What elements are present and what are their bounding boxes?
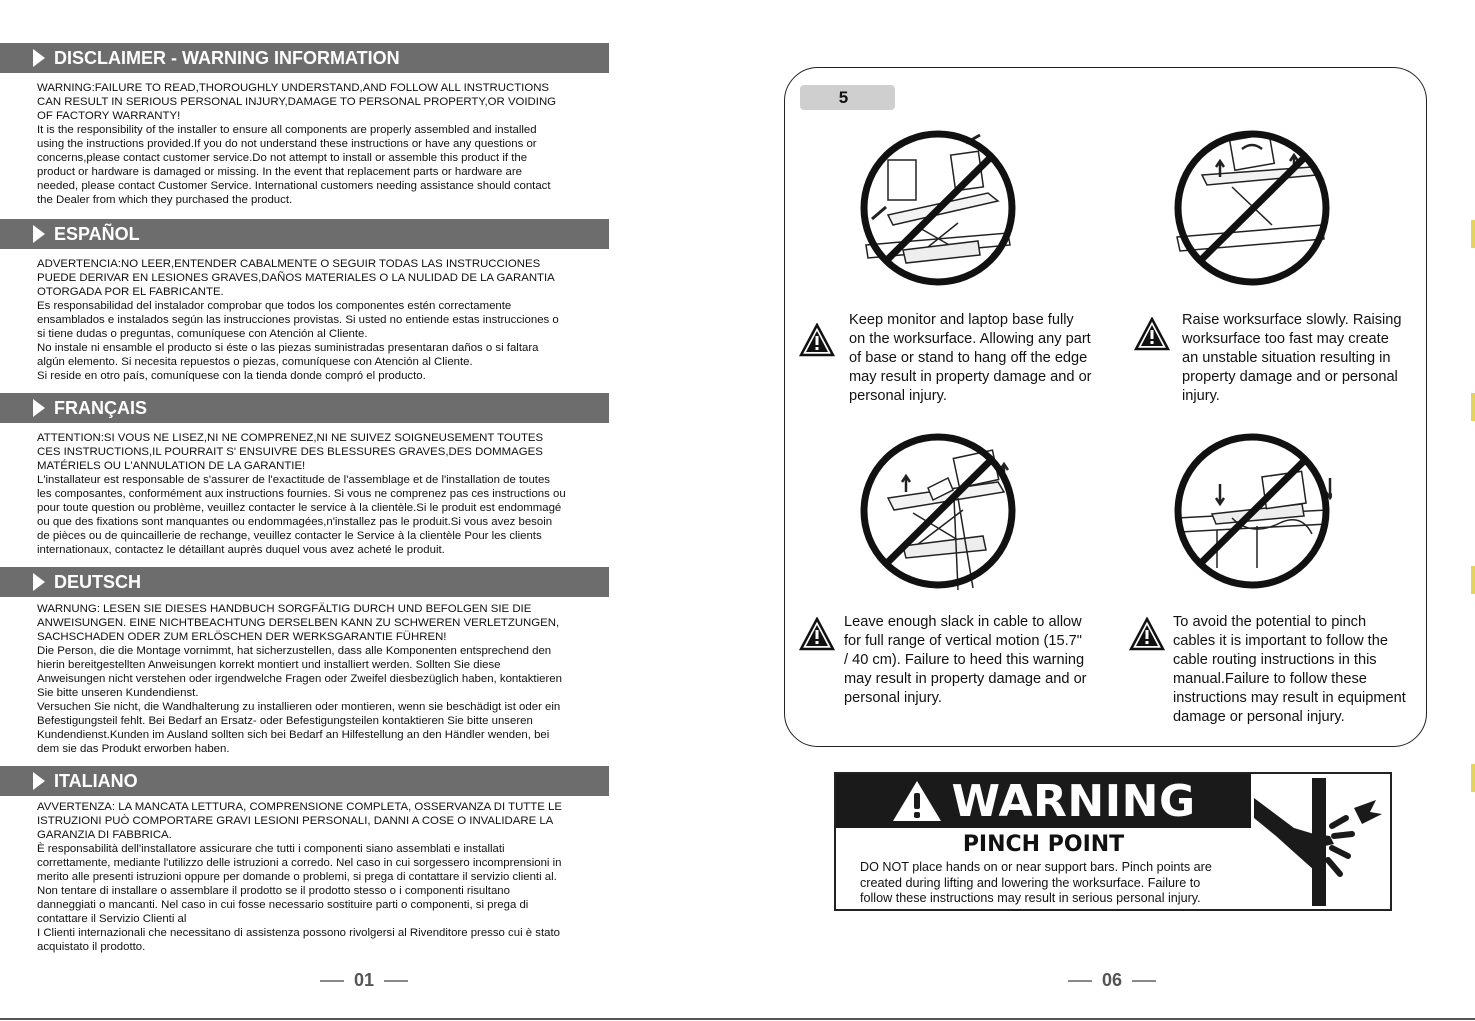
warning-triangle-icon (1134, 317, 1170, 351)
section-text-espanol (37, 257, 609, 383)
triangle-right-icon (33, 49, 45, 67)
section-header-francais (0, 393, 609, 423)
triangle-right-icon (33, 225, 45, 243)
section-text-italiano (37, 800, 609, 954)
section-paragraph: ATTENTION:SI VOUS NE LISEZ,NI NE COMPRENEZ,NI NE SUIVEZ SOIGNEUSEMENT TOUTES CES INSTRUCTIONS,IL POURRAIT S' ENSUIVRE DES BLESSURES GRAVES,DES DOMMAGES MATÉRIELS OU L'ANNULATION DE LA GARANTIE! L'installateur est responsable de s'assurer de l'exactitude de l'assemblage et de l'installation de toutes les composantes, conformément aux instructions fournies. Si vous ne comprenez pas ces instructions ou pour toute question ou problème, veuillez contacter le service à la clientèle.Si le produit est endommagé ou que des fixations sont manquantes ou endommagées,n'installez pas le produit.Si vous avez besoin de pièces ou de quincaillerie de rechange, veuillez contacter le Service à la clientèle Pour les clients internationaux, contactez le détaillant auprès duquel vous avez acheté le produit. (37, 432, 566, 556)
warning-text-cable-slack (844, 613, 1119, 708)
section-header-italiano (0, 766, 609, 796)
prohibited-cable-pinch-illustration (1172, 418, 1332, 604)
divider (320, 980, 344, 982)
warning-triangle-icon (1129, 617, 1165, 651)
page-number-right (1068, 970, 1156, 991)
triangle-right-icon (33, 399, 45, 417)
section-header-deutsch (0, 567, 609, 597)
section-paragraph: ADVERTENCIA:NO LEER,ENTENDER CABALMENTE O SEGUIR TODAS LAS INSTRUCCIONES PUEDE DERIVAR EN LESIONES GRAVES,DAÑOS MATERIALES O LA NULIDAD DE LA GARANTIA OTORGADA POR EL FABRICANTE. Es responsabilidad del instalador comprobar que todos los componentes estén correctamente ensamblados e instalados según las instrucciones provistas. Si usted no entiende estas instrucciones o si tiene dudas o preguntas, comuníquese con Atención al Cliente. No instale ni ensamble el producto si éste o las piezas suministradas presentaran daños o si faltara algún elemento. Si necesita repuestos o piezas, comuníquese con Atención al Cliente. Si reside en otro país, comuníquese con la tienda donde compró el producto. (37, 258, 559, 382)
section-paragraph: AVVERTENZA: LA MANCATA LETTURA, COMPRENSIONE COMPLETA, OSSERVANZA DI TUTTE LE ISTRUZIONI PUÒ COMPORTARE GRAVI LESIONI PERSONALI, DANNI A COSE O INVALIDARE LA GARANZIA DI FABBRICA. È responsabilità dell'installatore assicurare che tutti i componenti siano assemblati e installati correttamente, mediante l'utilizzo delle istruzioni a corredo. Nel caso in cui sorgessero incomprensioni in merito alle presenti istruzioni oppure per domande o problemi, si prega di contattare il servizio clienti al. Non tentare di installare o assemblare il prodotto se il prodotto stesso o i componenti risultano danneggiati o mancanti. Nel caso in cui fosse necessario sostituire parti o componenti, si prega di contattare il Servizio Clienti al I Clienti internazionali che necessitano di assistenza possono rivolgersi al Rivenditore presso cui è stato acquistato il prodotto. (37, 801, 562, 953)
warning-triangle-icon (799, 617, 835, 651)
prohibited-overhang-illustration (858, 115, 1018, 301)
section-paragraph: WARNING:FAILURE TO READ,THOROUGHLY UNDERSTAND,AND FOLLOW ALL INSTRUCTIONS CAN RESULT IN SERIOUS PERSONAL INJURY,DAMAGE TO PERSONAL PROPERTY,OR VOIDING OF FACTORY WARRANTY! It is the responsibility of the installer to ensure all components are properly assembled and installed using the instructions provided.If you do not understand these instructions or have any questions or concerns,please contact customer service.Do not attempt to install or assemble this product if the product or hardware is damaged or missing. In the event that replacement parts or hardware are needed, please contact Customer Service. International customers needing assistance should contact the Dealer from which they purchased the product. (37, 82, 557, 206)
warning-paragraph: To avoid the potential to pinch cables it is important to follow the cable routing instructions in this manual.Failure to follow these instructions may result in equipment damage or personal injury. (1173, 614, 1406, 725)
pinch-hand-icon (1254, 778, 1386, 906)
pinch-point-paragraph: DO NOT place hands on or near support bars. Pinch points are created during lifting and lowering the worksurface. Failure to follow these instructions may result in serious personal injury. (860, 860, 1212, 905)
prohibited-fast-raise-illustration (1172, 115, 1332, 301)
pinch-point-warning-label (834, 772, 1392, 911)
edge-marker (1471, 220, 1475, 248)
section-text-deutsch (37, 602, 609, 756)
pinch-point-heading: PINCH POINT (962, 832, 1125, 857)
edge-marker (1471, 764, 1475, 792)
divider (1132, 980, 1156, 982)
section-header-disclaimer (0, 43, 609, 73)
step-number: 5 (838, 87, 849, 107)
section-title: ESPAÑOL (54, 223, 140, 244)
triangle-right-icon (33, 772, 45, 790)
section-header-espanol (0, 219, 609, 249)
warning-text-cable-pinch (1173, 613, 1425, 727)
prohibited-cable-tension-illustration (858, 418, 1018, 604)
warning-paragraph: Leave enough slack in cable to allow for full range of vertical motion (15.7" / 40 cm). Failure to heed this warning may result in property damage and or personal injury. (844, 614, 1087, 706)
divider (384, 980, 408, 982)
warning-heading: WARNING (951, 775, 1196, 827)
page-number-text: 06 (1102, 970, 1123, 990)
warning-paragraph: Raise worksurface slowly. Raising worksurface too fast may create an unstable situation resulting in property damage and or personal injury. (1182, 312, 1402, 404)
page-number-text: 01 (354, 970, 375, 990)
edge-marker (1471, 566, 1475, 594)
section-text-disclaimer (37, 81, 609, 207)
divider (1068, 980, 1092, 982)
warning-paragraph: Keep monitor and laptop base fully on the worksurface. Allowing any part of base or stand to hang off the edge may result in property damage and or personal injury. (849, 312, 1092, 404)
section-title: ITALIANO (54, 770, 138, 791)
bottom-rule (0, 1018, 1475, 1020)
pinch-point-text (860, 860, 1250, 907)
page-number-left (320, 970, 408, 991)
section-paragraph: WARNUNG: LESEN SIE DIESES HANDBUCH SORGFÄLTIG DURCH UND BEFOLGEN SIE DIE ANWEISUNGEN. EINE NICHTBEACHTUNG DERSELBEN KANN ZU SCHWEREN VERLETZUNGEN, SACHSCHADEN ODER ZUM ERLÖSCHEN DER WERKSGARANTIE FÜHREN! Die Person, die die Montage vornimmt, hat sicherzustellen, dass alle Komponenten entsprechend den hierin bereitgestellten Anweisungen korrekt montiert und installiert werden. Sollten Sie diese Anweisungen nicht verstehen oder irgendwelche Fragen oder Zweifel diesbezüglich haben, kontaktieren Sie bitte unseren Kundendienst. Versuchen Sie nicht, die Wandhalterung zu installieren oder montieren, wenn sie beschädigt ist oder ein Befestigungsteil fehlt. Bei Bedarf an Ersatz- oder Befestigungsteilen kontaktieren Sie bitte unseren Kundendienst.Kunden im Ausland sollten sich bei Bedarf an Hilfestellung an den Händler wenden, bei dem sie das Produkt erworben haben. (37, 603, 562, 755)
section-text-francais (37, 431, 609, 557)
step-badge (800, 85, 895, 110)
warning-banner (836, 774, 1251, 828)
warning-triangle-icon (891, 779, 943, 823)
edge-marker (1471, 393, 1475, 421)
section-title: FRANÇAIS (54, 397, 147, 418)
triangle-right-icon (33, 573, 45, 591)
section-title: DEUTSCH (54, 571, 142, 592)
section-title: DISCLAIMER - WARNING INFORMATION (54, 47, 400, 68)
warning-triangle-icon (799, 323, 835, 357)
warning-text-overhang (849, 311, 1119, 406)
warning-text-raise-slowly (1182, 311, 1422, 406)
